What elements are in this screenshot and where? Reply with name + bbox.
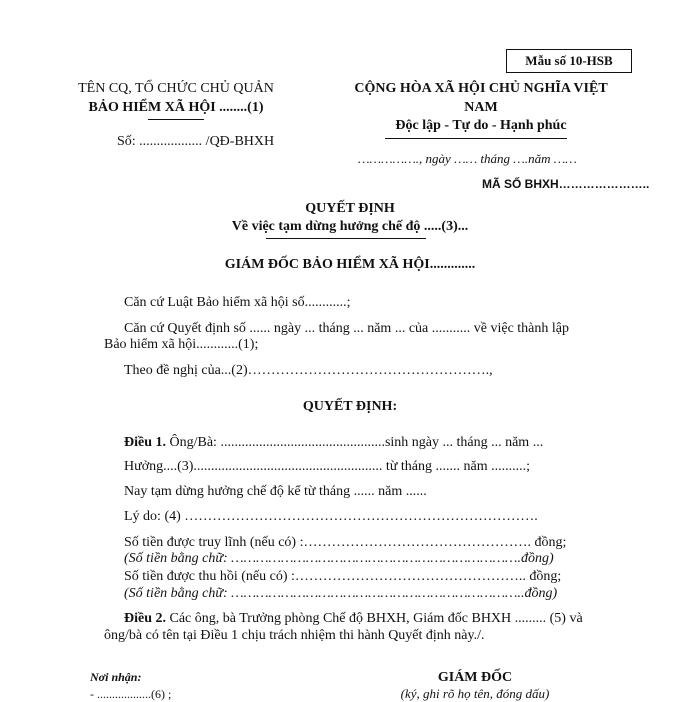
article-1-person: Ông/Bà: ...............................................sinh ngày ... tháng ... năm ...	[166, 435, 544, 450]
article-2-text: Các ông, bà Trưởng phòng Chế độ BHXH, Giám đốc BHXH ......... (5) và	[166, 611, 583, 626]
article-1-recovery: Số tiền được thu hồi (nếu có) :………………………………………….. đồng;	[124, 569, 562, 584]
form-code-box: Mẫu số 10-HSB	[506, 49, 632, 73]
proposal-line: Theo đề nghị của...(2)…………………………………………….,	[124, 363, 493, 378]
article-2-text-cont: ông/bà có tên tại Điều 1 chịu trách nhiệm thi hành Quyết định này./.	[104, 628, 485, 643]
article-1-label: Điều 1.	[124, 435, 166, 450]
basis-decision: Căn cứ Quyết định số ...... ngày ... tháng ... năm ... của ........... về việc thành lập	[124, 321, 569, 336]
document-number: Số: .................. /QĐ-BHXH	[117, 134, 275, 149]
signer-note: (ký, ghi rõ họ tên, đóng dấu)	[400, 686, 550, 701]
decision-title: QUYẾT ĐỊNH	[305, 201, 395, 216]
article-1-suspend: Nay tạm dừng hưởng chế độ kể từ tháng ...... năm ......	[124, 484, 427, 499]
decision-subject: Về việc tạm dừng hưởng chế độ .....(3)...	[231, 219, 469, 234]
article-2-line-1	[124, 611, 583, 627]
article-1-arrears-words: (Số tiền bằng chữ: …………………………………………………………….đồng)	[124, 551, 554, 566]
national-motto: Độc lập - Tự do - Hạnh phúc	[395, 118, 567, 133]
basis-decision-cont: Bảo hiểm xã hội............(1);	[104, 337, 259, 352]
signer-title: GIÁM ĐỐC	[437, 670, 513, 685]
country-name-cont: NAM	[464, 100, 498, 115]
header-divider-left	[148, 119, 204, 120]
recipients-label: Nơi nhận:	[90, 670, 142, 684]
issuing-authority: GIÁM ĐỐC BẢO HIỂM XÃ HỘI.............	[224, 257, 476, 272]
article-1-benefit: Hưởng....(3)...................................................... từ tháng ....... năm ..........;	[124, 459, 530, 474]
subject-underline	[266, 238, 426, 239]
article-1-recovery-words: (Số tiền bằng chữ: ……………………………………………………………..đồng)	[124, 586, 558, 601]
article-1-line-1	[124, 435, 543, 451]
place-date-line: ……………., ngày …… tháng ….năm ……	[358, 151, 577, 166]
country-name: CỘNG HÒA XÃ HỘI CHỦ NGHĨA VIỆT	[354, 81, 608, 96]
decision-heading: QUYẾT ĐỊNH:	[302, 399, 398, 414]
agency-social-insurance: BẢO HIỂM XÃ HỘI ........(1)	[88, 100, 264, 115]
article-2-label: Điều 2.	[124, 611, 166, 626]
agency-name: TÊN CQ, TỔ CHỨC CHỦ QUẢN	[78, 81, 274, 96]
recipient-line: - ..................(6) ;	[90, 687, 172, 701]
article-1-reason: Lý do: (4) ………………………………………………………………….	[124, 509, 538, 524]
basis-law: Căn cứ Luật Bảo hiểm xã hội số............;	[124, 295, 351, 310]
header-divider-right	[385, 138, 567, 139]
social-insurance-code: MÃ SỐ BHXH…………………..	[482, 177, 650, 191]
article-1-arrears: Số tiền được truy lĩnh (nếu có) :…………………………………………. đồng;	[124, 535, 567, 550]
